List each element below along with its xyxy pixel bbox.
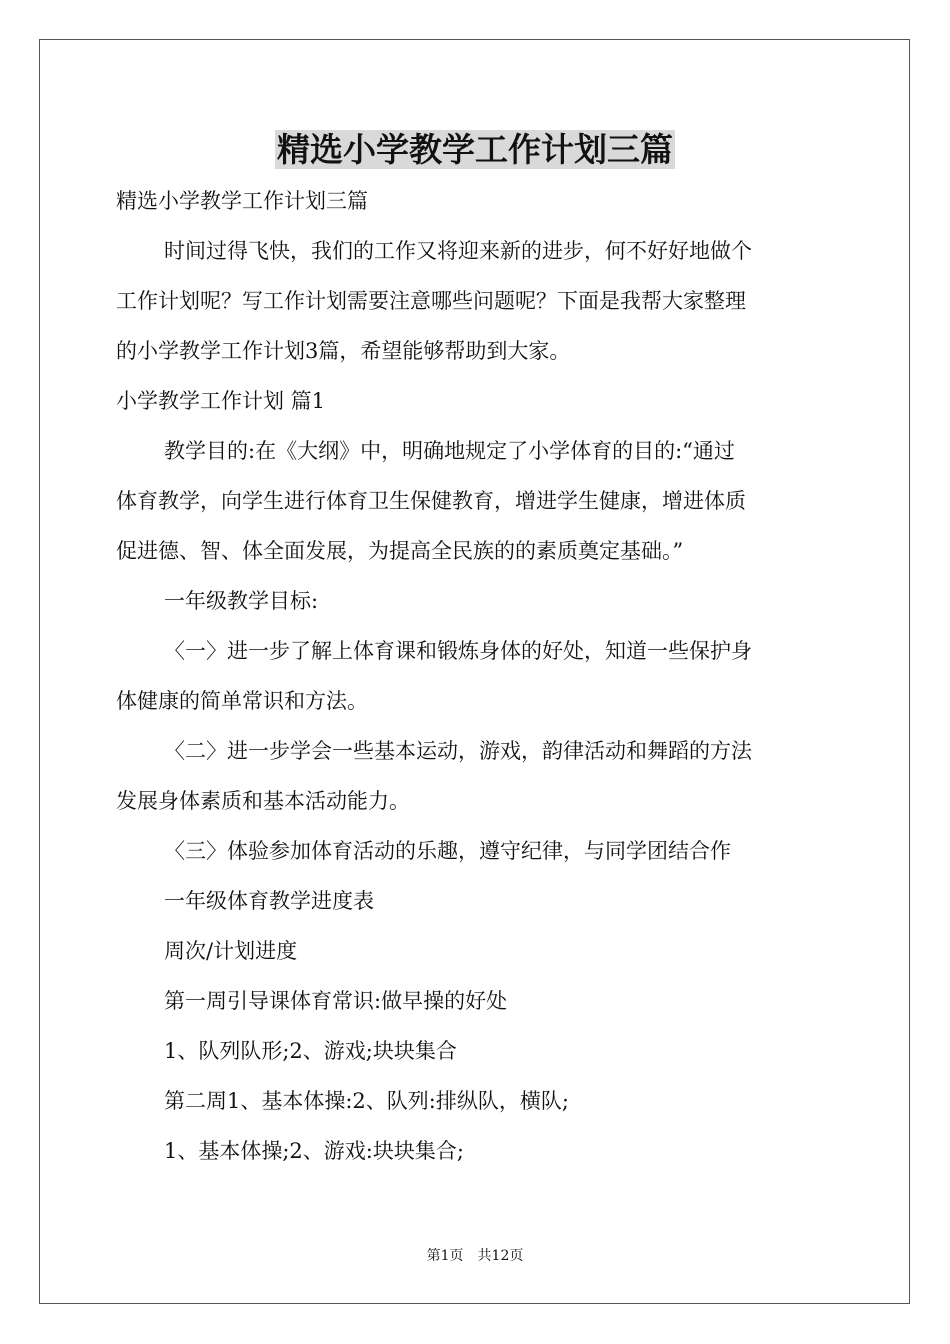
text-line: 教学目的:在《大纲》中，明确地规定了小学体育的目的:“通过	[164, 439, 735, 463]
text-line: 发展身体素质和基本活动能力。	[116, 789, 410, 813]
text-line: 一年级教学目标:	[164, 589, 319, 613]
text-line: 精选小学教学工作计划三篇	[116, 189, 368, 213]
text-line: 1、基本体操;2、游戏:块块集合;	[164, 1139, 464, 1163]
document-title-text: 精选小学教学工作计划三篇	[277, 130, 673, 169]
text-line: 第一周引导课体育常识:做早操的好处	[164, 989, 508, 1013]
text-line: 〈一〉进一步了解上体育课和锻炼身体的好处，知道一些保护身	[164, 639, 752, 663]
text-line: 促进德、智、体全面发展，为提高全民族的的素质奠定基础。”	[116, 539, 684, 563]
text-line: 体育教学，向学生进行体育卫生保健教育，增进学生健康，增进体质	[116, 489, 746, 513]
text-line: 小学教学工作计划 篇1	[116, 389, 326, 413]
document-title	[0, 128, 950, 172]
page-footer: 第1页 共12页	[426, 1248, 524, 1264]
document-body	[116, 176, 836, 1176]
text-line: 时间过得飞快，我们的工作又将迎来新的进步，何不好好地做个	[164, 239, 752, 263]
text-line: 〈三〉体验参加体育活动的乐趣，遵守纪律，与同学团结合作	[164, 839, 731, 863]
text-line: 的小学教学工作计划3篇，希望能够帮助到大家。	[116, 339, 571, 363]
text-line: 周次/计划进度	[164, 939, 298, 963]
text-line: 第二周1、基本体操:2、队列:排纵队，横队;	[164, 1089, 569, 1113]
text-line: 〈二〉进一步学会一些基本运动，游戏，韵律活动和舞蹈的方法	[164, 739, 752, 763]
text-line: 工作计划呢？写工作计划需要注意哪些问题呢？下面是我帮大家整理	[116, 289, 746, 313]
text-line: 1、队列队形;2、游戏;块块集合	[164, 1039, 457, 1063]
text-line: 体健康的简单常识和方法。	[116, 689, 368, 713]
text-line: 一年级体育教学进度表	[164, 889, 374, 913]
